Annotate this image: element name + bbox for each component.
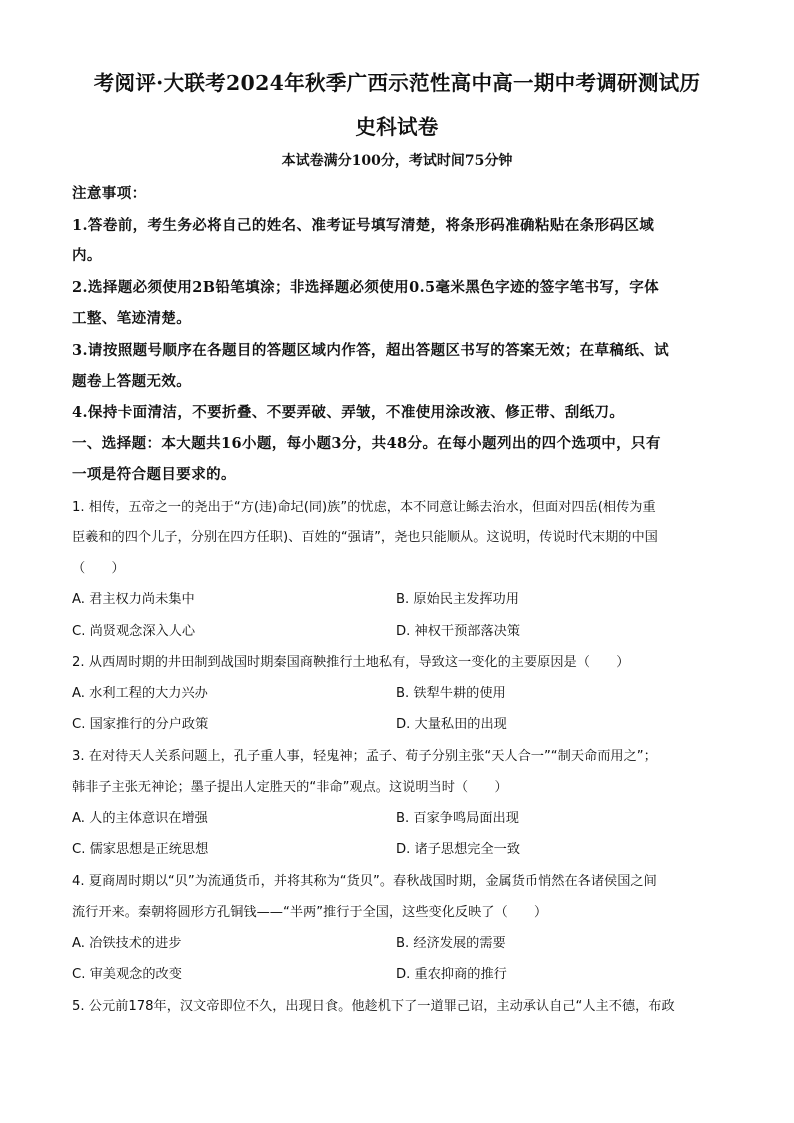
option-b[interactable]: B. 百家争鸣局面出现 <box>396 811 519 826</box>
option-c[interactable]: C. 儒家思想是正统思想 <box>72 842 209 857</box>
notice-line: 3.请按照题号顺序在各题目的答题区域内作答，超出答题区书写的答案无效；在草稿纸、试 <box>72 342 670 359</box>
option-a[interactable]: A. 冶铁技术的进步 <box>72 936 182 951</box>
exam-title-line-2: 史科试卷 <box>355 115 439 139</box>
option-c[interactable]: C. 尚贤观念深入人心 <box>72 624 196 639</box>
exam-title-line-1: 考阅评·大联考2024年秋季广西示范性高中高一期中考调研测试历 <box>93 71 701 95</box>
option-b[interactable]: B. 经济发展的需要 <box>396 936 506 951</box>
question-stem: 3. 在对待天人关系问题上，孔子重人事，轻鬼神；孟子、荀子分别主张“天人合一”“制天命而用之”； <box>72 749 657 764</box>
question-stem: 韩非子主张无神论；墨子提出人定胜天的“非命”观点。这说明当时（ ） <box>72 780 508 795</box>
notice-line: 4.保持卡面清洁，不要折叠、不要弄破、弄皱，不准使用涂改液、修正带、刮纸刀。 <box>72 404 625 421</box>
option-c[interactable]: C. 国家推行的分户政策 <box>72 717 209 732</box>
option-d[interactable]: D. 重农抑商的推行 <box>396 967 507 982</box>
question-stem: 流行开来。秦朝将圆形方孔铜钱——“半两”推行于全国，这些变化反映了（ ） <box>72 905 548 920</box>
question-stem: 4. 夏商周时期以“贝”为流通货币，并将其称为“货贝”。春秋战国时期，金属货币悄然在各诸侯国之间 <box>72 874 657 889</box>
option-d[interactable]: D. 诸子思想完全一致 <box>396 842 521 857</box>
option-a[interactable]: A. 人的主体意识在增强 <box>72 811 208 826</box>
question-stem: 臣羲和的四个儿子，分别在四方任职)、百姓的“强请”，尧也只能顺从。这说明，传说时代末期的中国 <box>72 530 658 545</box>
option-a[interactable]: A. 水利工程的大力兴办 <box>72 686 208 701</box>
section-heading: 一、选择题：本大题共16小题，每小题3分，共48分。在每小题列出的四个选项中，只有 <box>72 435 661 452</box>
option-a[interactable]: A. 君主权力尚未集中 <box>72 592 195 607</box>
notice-line: 内。 <box>72 247 102 264</box>
option-b[interactable]: B. 原始民主发挥功用 <box>396 592 519 607</box>
option-d[interactable]: D. 神权干预部落决策 <box>396 624 521 639</box>
option-b[interactable]: B. 铁犁牛耕的使用 <box>396 686 506 701</box>
option-c[interactable]: C. 审美观念的改变 <box>72 967 182 982</box>
section-heading: 一项是符合题目要求的。 <box>72 466 236 483</box>
question-stem: 2. 从西周时期的井田制到战国时期秦国商鞅推行土地私有，导致这一变化的主要原因是（ ） <box>72 655 630 670</box>
question-stem: （ ） <box>72 561 125 576</box>
question-stem: 5. 公元前178年，汉文帝即位不久，出现日食。他趁机下了一道罪己诏，主动承认自己“人主不德，布政 <box>72 999 675 1014</box>
notice-line: 工整、笔迹清楚。 <box>72 310 192 327</box>
notice-heading: 注意事项： <box>72 185 147 202</box>
question-stem: 1. 相传，五帝之一的尧出于“方(违)命圮(同)族”的忧虑，本不同意让鲧去治水，但面对四岳(相传为重 <box>72 500 656 515</box>
exam-subtitle: 本试卷满分100分，考试时间75分钟 <box>281 153 513 169</box>
notice-line: 1.答卷前，考生务必将自己的姓名、准考证号填写清楚，将条形码准确粘贴在条形码区域 <box>72 217 655 234</box>
option-d[interactable]: D. 大量私田的出现 <box>396 717 507 732</box>
notice-line: 2.选择题必须使用2B铅笔填涂；非选择题必须使用0.5毫米黑色字迹的签字笔书写，字体 <box>72 279 660 296</box>
notice-line: 题卷上答题无效。 <box>72 373 192 390</box>
